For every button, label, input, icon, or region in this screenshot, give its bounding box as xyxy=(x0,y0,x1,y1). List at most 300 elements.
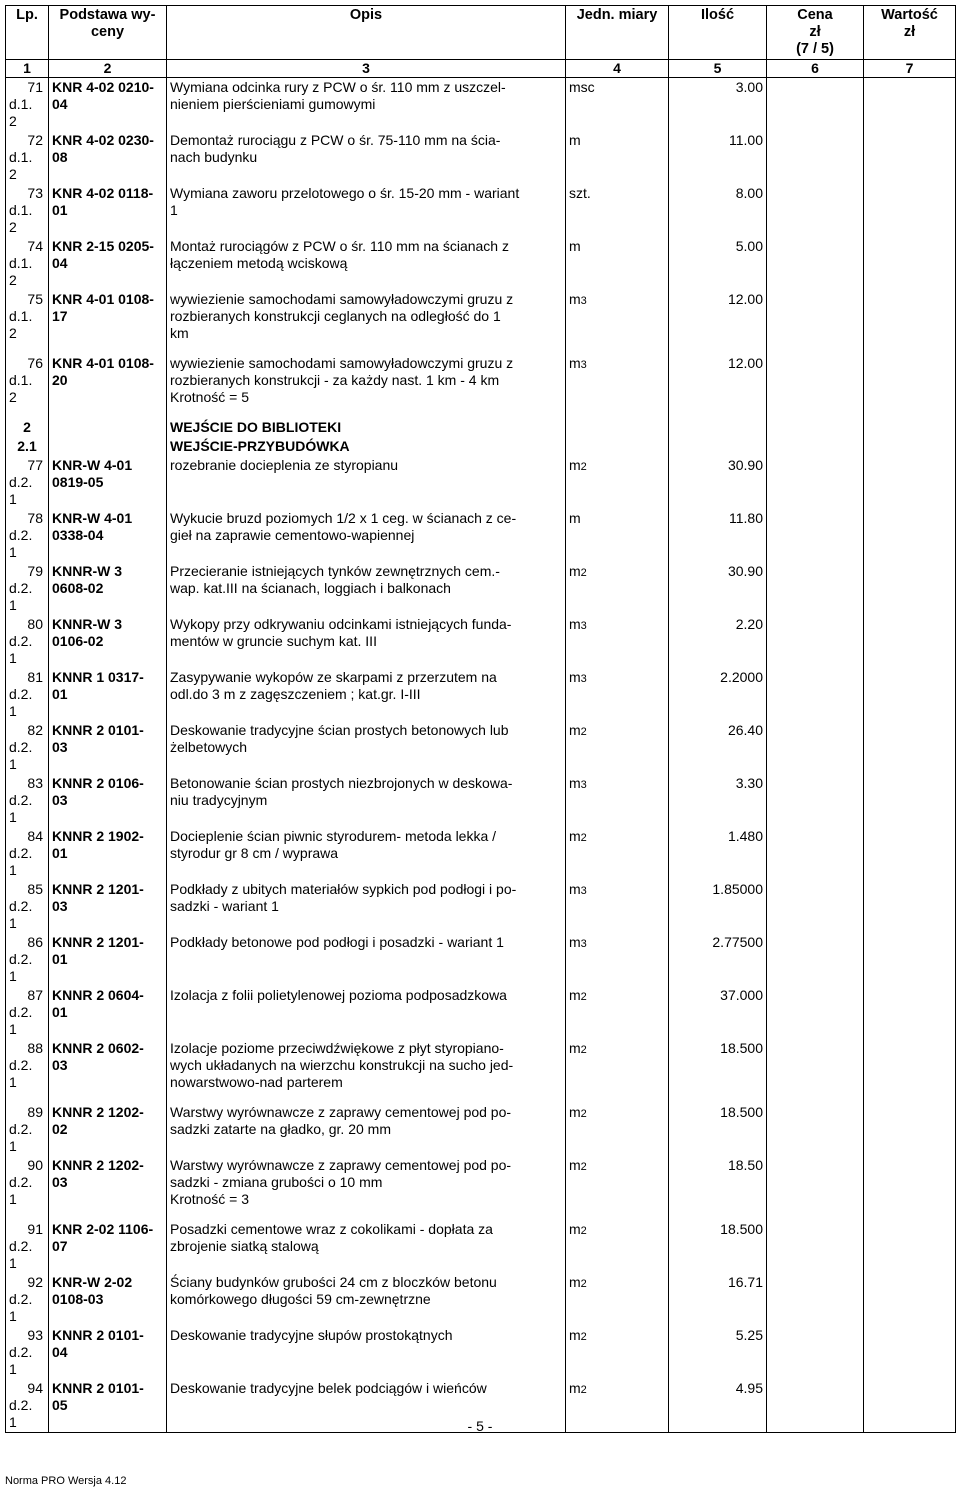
row-lp xyxy=(6,933,49,986)
row-basis: KNNR 2 0101- 03 xyxy=(49,721,167,774)
row-unit xyxy=(566,1039,669,1103)
cost-estimate-table xyxy=(5,5,956,1433)
row-subsection-ref: d.2. 1 xyxy=(9,580,33,613)
row-number: 75 xyxy=(27,291,43,307)
row-description: Deskowanie tradycyjne ścian prostych betonowych lub żelbetowych xyxy=(167,721,566,774)
cost-estimate-sheet xyxy=(5,5,955,1433)
row-value xyxy=(864,986,956,1039)
unit-symbol: m xyxy=(569,934,581,950)
row-description: Wymiana zaworu przelotowego o śr. 15-20 mm - wariant 1 xyxy=(167,184,566,237)
row-number: 90 xyxy=(27,1157,43,1173)
row-number: 82 xyxy=(27,722,43,738)
row-lp xyxy=(6,668,49,721)
row-unit xyxy=(566,509,669,562)
row-quantity: 4.95 xyxy=(669,1379,767,1433)
unit-symbol: m xyxy=(569,1380,581,1396)
table-row xyxy=(6,184,956,237)
row-basis: KNNR 1 0317- 01 xyxy=(49,668,167,721)
unit-exponent: 3 xyxy=(580,295,587,307)
unit-exponent: 2 xyxy=(580,726,587,738)
row-unit xyxy=(566,615,669,668)
unit-symbol: m xyxy=(569,669,581,685)
row-unit xyxy=(566,1103,669,1156)
row-price xyxy=(767,509,864,562)
row-lp xyxy=(6,78,49,132)
unit-symbol: m xyxy=(569,881,581,897)
unit-symbol: m xyxy=(569,1221,581,1237)
row-value xyxy=(864,1103,956,1156)
row-basis: KNR-W 4-01 0338-04 xyxy=(49,509,167,562)
row-lp xyxy=(6,1220,49,1273)
row-description: Zasypywanie wykopów ze skarpami z przerzutem na odl.do 3 m z zagęszczeniem ; kat.gr. I-III xyxy=(167,668,566,721)
section-title: WEJŚCIE DO BIBLIOTEKI xyxy=(167,418,566,437)
unit-symbol: m xyxy=(569,238,581,254)
row-basis: KNR 4-02 0230- 08 xyxy=(49,131,167,184)
row-quantity: 3.30 xyxy=(669,774,767,827)
row-subsection-ref: d.2. 1 xyxy=(9,686,33,719)
table-row xyxy=(6,237,956,290)
header-basis: Podstawa wy- ceny xyxy=(49,6,167,60)
unit-exponent: 3 xyxy=(580,779,587,791)
row-subsection-ref: d.2. 1 xyxy=(9,951,33,984)
row-subsection-ref: d.2. 1 xyxy=(9,1397,33,1430)
row-subsection-ref: d.1. 2 xyxy=(9,149,33,182)
column-number: 2 xyxy=(49,60,167,78)
row-basis: KNNR 2 0101- 05 xyxy=(49,1379,167,1433)
row-value xyxy=(864,184,956,237)
unit-symbol: m xyxy=(569,1274,581,1290)
unit-symbol: m xyxy=(569,616,581,632)
row-quantity: 2.2000 xyxy=(669,668,767,721)
row-description: Wykopy przy odkrywaniu odcinkami istniejących funda- mentów w gruncie suchym kat. III xyxy=(167,615,566,668)
row-subsection-ref: d.2. 1 xyxy=(9,1291,33,1324)
unit-exponent: 2 xyxy=(580,832,587,844)
row-unit xyxy=(566,290,669,354)
subsection-lp: 2.1 xyxy=(6,437,49,456)
positions-group-2 xyxy=(6,456,956,1433)
row-number: 81 xyxy=(27,669,43,685)
row-description: Warstwy wyrównawcze z zaprawy cementowej pod po- sadzki zatarte na gładko, gr. 20 mm xyxy=(167,1103,566,1156)
unit-exponent: 2 xyxy=(580,1161,587,1173)
table-row xyxy=(6,827,956,880)
header-price: Cena zł (7 / 5) xyxy=(767,6,864,60)
row-lp xyxy=(6,456,49,509)
row-quantity: 5.25 xyxy=(669,1326,767,1379)
row-subsection-ref: d.1. 2 xyxy=(9,96,33,129)
table-row xyxy=(6,721,956,774)
row-lp xyxy=(6,562,49,615)
row-lp xyxy=(6,880,49,933)
row-number: 91 xyxy=(27,1221,43,1237)
row-description: Betonowanie ścian prostych niezbrojonych w deskowa- niu tradycyjnym xyxy=(167,774,566,827)
row-price xyxy=(767,880,864,933)
positions-group-1 xyxy=(6,78,956,419)
unit-symbol: m xyxy=(569,1104,581,1120)
row-lp xyxy=(6,184,49,237)
unit-exponent: 2 xyxy=(580,461,587,473)
row-description: wywiezienie samochodami samowyładowczymi gruzu z rozbieranych konstrukcji ceglanych na odległość do 1 km xyxy=(167,290,566,354)
header-description: Opis xyxy=(167,6,566,60)
row-value xyxy=(864,1156,956,1220)
row-lp xyxy=(6,237,49,290)
unit-exponent: 2 xyxy=(580,1044,587,1056)
row-price xyxy=(767,1326,864,1379)
row-price xyxy=(767,1103,864,1156)
table-row xyxy=(6,509,956,562)
row-basis: KNNR 2 1902- 01 xyxy=(49,827,167,880)
row-subsection-ref: d.2. 1 xyxy=(9,527,33,560)
row-basis: KNNR 2 0106- 03 xyxy=(49,774,167,827)
row-lp xyxy=(6,354,49,418)
table-row xyxy=(6,668,956,721)
row-value xyxy=(864,1326,956,1379)
row-description: Izolacja z folii polietylenowej pozioma podposadzkowa xyxy=(167,986,566,1039)
row-value xyxy=(864,131,956,184)
unit-symbol: m xyxy=(569,1040,581,1056)
row-subsection-ref: d.1. 2 xyxy=(9,308,33,341)
row-value xyxy=(864,774,956,827)
row-quantity: 18.500 xyxy=(669,1220,767,1273)
row-quantity: 5.00 xyxy=(669,237,767,290)
row-basis: KNNR 2 0602- 03 xyxy=(49,1039,167,1103)
unit-exponent: 2 xyxy=(580,1331,587,1343)
row-basis: KNR 4-02 0118- 01 xyxy=(49,184,167,237)
table-row xyxy=(6,1156,956,1220)
row-basis: KNNR-W 3 0106-02 xyxy=(49,615,167,668)
unit-symbol: m xyxy=(569,291,581,307)
column-numbers-row xyxy=(6,60,956,78)
unit-symbol: m xyxy=(569,828,581,844)
section-headers xyxy=(6,418,956,456)
row-basis: KNNR 2 0604- 01 xyxy=(49,986,167,1039)
row-lp xyxy=(6,721,49,774)
unit-exponent: 2 xyxy=(580,1108,587,1120)
row-price xyxy=(767,562,864,615)
row-number: 85 xyxy=(27,881,43,897)
row-value xyxy=(864,562,956,615)
row-subsection-ref: d.2. 1 xyxy=(9,1121,33,1154)
page-number: - 5 - xyxy=(467,1418,493,1434)
row-unit xyxy=(566,721,669,774)
unit-exponent: 2 xyxy=(580,991,587,1003)
row-subsection-ref: d.2. 1 xyxy=(9,1174,33,1207)
row-unit xyxy=(566,184,669,237)
row-subsection-ref: d.2. 1 xyxy=(9,739,33,772)
row-basis: KNR 4-01 0108- 20 xyxy=(49,354,167,418)
row-number: 73 xyxy=(27,185,43,201)
unit-exponent: 3 xyxy=(580,938,587,950)
row-subsection-ref: d.2. 1 xyxy=(9,1057,33,1090)
subsection-title: WEJŚCIE-PRZYBUDÓWKA xyxy=(167,437,566,456)
row-value xyxy=(864,880,956,933)
row-subsection-ref: d.2. 1 xyxy=(9,1238,33,1271)
row-value xyxy=(864,668,956,721)
table-row xyxy=(6,933,956,986)
row-lp xyxy=(6,1273,49,1326)
header-lp: Lp. xyxy=(6,6,49,60)
row-quantity: 8.00 xyxy=(669,184,767,237)
row-description: Warstwy wyrównawcze z zaprawy cementowej pod po- sadzki - zmiana grubości o 10 mm Krotność = 3 xyxy=(167,1156,566,1220)
row-price xyxy=(767,668,864,721)
unit-symbol: m xyxy=(569,775,581,791)
row-description: Wymiana odcinka rury z PCW o śr. 110 mm z uszczel- nieniem pierścieniami gumowymi xyxy=(167,78,566,132)
column-number: 1 xyxy=(6,60,49,78)
unit-exponent: 2 xyxy=(580,1384,587,1396)
section-lp: 2 xyxy=(6,418,49,437)
row-lp xyxy=(6,1326,49,1379)
row-basis: KNNR-W 3 0608-02 xyxy=(49,562,167,615)
row-quantity: 11.80 xyxy=(669,509,767,562)
row-number: 71 xyxy=(27,79,43,95)
row-number: 80 xyxy=(27,616,43,632)
unit-exponent: 3 xyxy=(580,885,587,897)
row-description: wywiezienie samochodami samowyładowczymi gruzu z rozbieranych konstrukcji - za każdy nast. 1 km - 4 km Krotność = 5 xyxy=(167,354,566,418)
row-basis: KNNR 2 1201- 01 xyxy=(49,933,167,986)
row-number: 83 xyxy=(27,775,43,791)
column-number: 3 xyxy=(167,60,566,78)
row-quantity: 12.00 xyxy=(669,354,767,418)
row-quantity: 37.000 xyxy=(669,986,767,1039)
row-subsection-ref: d.2. 1 xyxy=(9,898,33,931)
row-lp xyxy=(6,509,49,562)
table-row xyxy=(6,1220,956,1273)
row-lp xyxy=(6,615,49,668)
row-number: 87 xyxy=(27,987,43,1003)
row-basis: KNR 2-15 0205- 04 xyxy=(49,237,167,290)
unit-symbol: szt. xyxy=(569,185,591,201)
column-number: 6 xyxy=(767,60,864,78)
row-price xyxy=(767,354,864,418)
row-value xyxy=(864,78,956,132)
header-value: Wartość zł xyxy=(864,6,956,60)
column-number: 4 xyxy=(566,60,669,78)
unit-symbol: m xyxy=(569,987,581,1003)
table-row xyxy=(6,131,956,184)
row-unit xyxy=(566,827,669,880)
row-unit xyxy=(566,986,669,1039)
row-value xyxy=(864,237,956,290)
row-subsection-ref: d.2. 1 xyxy=(9,1344,33,1377)
table-row xyxy=(6,1273,956,1326)
row-description: Ściany budynków grubości 24 cm z bloczków betonu komórkowego długości 59 cm-zewnętrzne xyxy=(167,1273,566,1326)
row-unit xyxy=(566,1156,669,1220)
unit-exponent: 3 xyxy=(580,620,587,632)
row-price xyxy=(767,615,864,668)
unit-symbol: m xyxy=(569,457,581,473)
row-basis: KNR 2-02 1106- 07 xyxy=(49,1220,167,1273)
unit-exponent: 3 xyxy=(580,359,587,371)
row-lp xyxy=(6,290,49,354)
row-basis: KNNR 2 0101- 04 xyxy=(49,1326,167,1379)
row-value xyxy=(864,933,956,986)
row-price xyxy=(767,1039,864,1103)
row-unit xyxy=(566,354,669,418)
row-price xyxy=(767,827,864,880)
row-unit xyxy=(566,237,669,290)
table-row xyxy=(6,1326,956,1379)
row-description: Demontaż rurociągu z PCW o śr. 75-110 mm na ścia- nach budynku xyxy=(167,131,566,184)
row-quantity: 16.71 xyxy=(669,1273,767,1326)
row-subsection-ref: d.2. 1 xyxy=(9,474,33,507)
row-subsection-ref: d.2. 1 xyxy=(9,633,33,666)
column-number: 7 xyxy=(864,60,956,78)
row-quantity: 2.20 xyxy=(669,615,767,668)
row-quantity: 2.77500 xyxy=(669,933,767,986)
row-quantity: 30.90 xyxy=(669,562,767,615)
row-number: 86 xyxy=(27,934,43,950)
row-quantity: 18.50 xyxy=(669,1156,767,1220)
row-value xyxy=(864,721,956,774)
row-unit xyxy=(566,456,669,509)
row-number: 77 xyxy=(27,457,43,473)
row-number: 78 xyxy=(27,510,43,526)
row-value xyxy=(864,1273,956,1326)
row-basis: KNR-W 2-02 0108-03 xyxy=(49,1273,167,1326)
header-row xyxy=(6,6,956,60)
column-number: 5 xyxy=(669,60,767,78)
row-number: 74 xyxy=(27,238,43,254)
table-row xyxy=(6,615,956,668)
table-row xyxy=(6,774,956,827)
row-unit xyxy=(566,668,669,721)
row-number: 76 xyxy=(27,355,43,371)
table-row xyxy=(6,290,956,354)
row-price xyxy=(767,721,864,774)
row-subsection-ref: d.1. 2 xyxy=(9,202,33,235)
row-lp xyxy=(6,827,49,880)
row-unit xyxy=(566,1273,669,1326)
row-basis: KNNR 2 1202- 03 xyxy=(49,1156,167,1220)
row-value xyxy=(864,456,956,509)
row-value xyxy=(864,615,956,668)
row-number: 84 xyxy=(27,828,43,844)
row-unit xyxy=(566,774,669,827)
table-row xyxy=(6,78,956,132)
unit-exponent: 2 xyxy=(580,1278,587,1290)
row-value xyxy=(864,509,956,562)
row-value xyxy=(864,354,956,418)
row-basis: KNNR 2 1202- 02 xyxy=(49,1103,167,1156)
software-footer: Norma PRO Wersja 4.12 xyxy=(5,1475,127,1487)
row-quantity: 1.85000 xyxy=(669,880,767,933)
row-basis: KNR-W 4-01 0819-05 xyxy=(49,456,167,509)
table-row xyxy=(6,562,956,615)
row-description: Podkłady z ubitych materiałów sypkich pod podłogi i po- sadzki - wariant 1 xyxy=(167,880,566,933)
row-quantity: 12.00 xyxy=(669,290,767,354)
row-quantity: 11.00 xyxy=(669,131,767,184)
section-row xyxy=(6,418,956,437)
row-price xyxy=(767,290,864,354)
row-lp xyxy=(6,1156,49,1220)
unit-symbol: m xyxy=(569,510,581,526)
row-unit xyxy=(566,1326,669,1379)
row-quantity: 26.40 xyxy=(669,721,767,774)
row-number: 93 xyxy=(27,1327,43,1343)
row-unit xyxy=(566,131,669,184)
unit-exponent: 2 xyxy=(580,1225,587,1237)
row-price xyxy=(767,933,864,986)
row-number: 92 xyxy=(27,1274,43,1290)
unit-symbol: m xyxy=(569,1157,581,1173)
row-lp xyxy=(6,1039,49,1103)
row-price xyxy=(767,456,864,509)
row-price xyxy=(767,1220,864,1273)
row-value xyxy=(864,1220,956,1273)
row-quantity: 3.00 xyxy=(669,78,767,132)
row-subsection-ref: d.2. 1 xyxy=(9,792,33,825)
table-row xyxy=(6,986,956,1039)
row-number: 88 xyxy=(27,1040,43,1056)
row-price xyxy=(767,131,864,184)
row-subsection-ref: d.2. 1 xyxy=(9,845,33,878)
row-price xyxy=(767,237,864,290)
table-row xyxy=(6,354,956,418)
row-unit xyxy=(566,562,669,615)
row-subsection-ref: d.2. 1 xyxy=(9,1004,33,1037)
unit-symbol: m xyxy=(569,563,581,579)
row-price xyxy=(767,184,864,237)
row-number: 72 xyxy=(27,132,43,148)
row-price xyxy=(767,78,864,132)
row-unit xyxy=(566,78,669,132)
table-row xyxy=(6,1103,956,1156)
unit-symbol: m xyxy=(569,355,581,371)
row-basis: KNR 4-01 0108- 17 xyxy=(49,290,167,354)
row-subsection-ref: d.1. 2 xyxy=(9,372,33,405)
row-description: Wykucie bruzd poziomych 1/2 x 1 ceg. w ścianach z ce- gieł na zaprawie cementowo-wapiennej xyxy=(167,509,566,562)
row-price xyxy=(767,1156,864,1220)
unit-symbol: msc xyxy=(569,79,595,95)
row-price xyxy=(767,1273,864,1326)
row-lp xyxy=(6,1103,49,1156)
row-unit xyxy=(566,1220,669,1273)
row-number: 89 xyxy=(27,1104,43,1120)
table-row xyxy=(6,1039,956,1103)
row-lp xyxy=(6,131,49,184)
row-basis: KNR 4-02 0210- 04 xyxy=(49,78,167,132)
row-description: Posadzki cementowe wraz z cokolikami - dopłata za zbrojenie siatką stalową xyxy=(167,1220,566,1273)
row-description: Montaż rurociągów z PCW o śr. 110 mm na ścianach z łączeniem metodą wciskową xyxy=(167,237,566,290)
subsection-row xyxy=(6,437,956,456)
row-lp xyxy=(6,774,49,827)
row-basis: KNNR 2 1201- 03 xyxy=(49,880,167,933)
row-quantity: 18.500 xyxy=(669,1103,767,1156)
row-unit xyxy=(566,933,669,986)
table-row xyxy=(6,456,956,509)
row-unit xyxy=(566,880,669,933)
unit-symbol: m xyxy=(569,722,581,738)
row-quantity: 1.480 xyxy=(669,827,767,880)
row-price xyxy=(767,774,864,827)
row-description: Podkłady betonowe pod podłogi i posadzki - wariant 1 xyxy=(167,933,566,986)
row-value xyxy=(864,290,956,354)
unit-symbol: m xyxy=(569,132,581,148)
unit-exponent: 2 xyxy=(580,567,587,579)
row-description: Przecieranie istniejących tynków zewnętrznych cem.- wap. kat.III na ścianach, loggiach i balkonach xyxy=(167,562,566,615)
header-quantity: Ilość xyxy=(669,6,767,60)
row-description: Izolacje poziome przeciwdźwiękowe z płyt styropiano- wych układanych na wierzchu konstrukcji na sucho jed- nowarstwowo-nad parterem xyxy=(167,1039,566,1103)
row-description: Deskowanie tradycyjne belek podciągów i wieńców xyxy=(167,1379,566,1433)
row-description: rozebranie docieplenia ze styropianu xyxy=(167,456,566,509)
row-description: Docieplenie ścian piwnic styrodurem- metoda lekka / styrodur gr 8 cm / wyprawa xyxy=(167,827,566,880)
row-price xyxy=(767,986,864,1039)
row-value xyxy=(864,827,956,880)
row-lp xyxy=(6,986,49,1039)
row-number: 79 xyxy=(27,563,43,579)
row-number: 94 xyxy=(27,1380,43,1396)
table-row xyxy=(6,880,956,933)
row-value xyxy=(864,1039,956,1103)
